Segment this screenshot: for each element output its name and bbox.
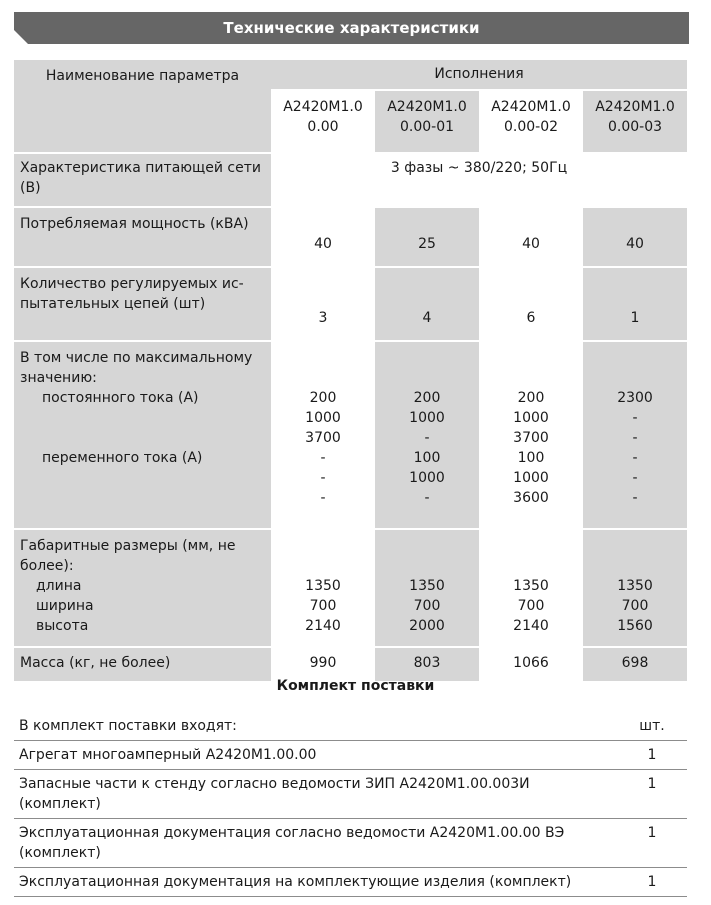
current-value: 100 <box>413 450 441 466</box>
mass-row <box>14 647 687 681</box>
power-value: 40 <box>271 207 375 267</box>
power-value: 40 <box>479 207 583 267</box>
version-suffix: 0.00-03 <box>607 118 663 135</box>
circuits-value: 1 <box>583 267 687 341</box>
circuits-value: 3 <box>271 267 375 341</box>
spec-table <box>14 60 687 681</box>
ac-current-label: переменного тока (А) <box>42 450 203 466</box>
dimensions-label-line: более): <box>20 558 74 574</box>
current-value: 1000 <box>513 410 549 426</box>
max-current-values <box>271 341 375 529</box>
current-value: - <box>632 450 638 466</box>
dimension-values <box>375 529 479 647</box>
dc-current-label: постоянного тока (А) <box>42 390 199 406</box>
dimension-values <box>271 529 375 647</box>
current-value: - <box>632 470 638 486</box>
max-current-label <box>14 341 271 529</box>
kit-item-name <box>14 819 617 867</box>
kit-item <box>14 741 687 770</box>
current-value: 1000 <box>513 470 549 486</box>
kit-list <box>14 712 687 897</box>
kit-item <box>14 770 687 819</box>
version-code: А2420М1.0 <box>283 98 363 115</box>
kit-item-name <box>14 868 617 896</box>
dimensions-label <box>14 529 271 647</box>
dimensions-label-line: Габаритные размеры (мм, не <box>20 538 236 554</box>
current-value: 2300 <box>617 390 653 406</box>
kit-item-line: Эксплуатационная документация согласно ведомости А2420М1.00.00 ВЭ <box>19 825 565 841</box>
dimension-value: 700 <box>621 598 649 614</box>
current-value: - <box>632 490 638 506</box>
max-current-values <box>375 341 479 529</box>
version-code: А2420М1.0 <box>595 98 675 115</box>
supply-value: 3 фазы ~ 380/220; 50Гц <box>271 153 687 207</box>
current-value: 3700 <box>513 430 549 446</box>
kit-item-line: Эксплуатационная документация на комплектующие изделия (комплект) <box>19 874 572 890</box>
current-value: 200 <box>413 390 441 406</box>
max-current-label-line: В том числе по максимальному <box>20 350 253 366</box>
kit-item <box>14 868 687 897</box>
mass-value: 1066 <box>479 647 583 681</box>
dimension-value: 2140 <box>305 618 341 634</box>
circuits-value: 4 <box>375 267 479 341</box>
kit-header-row <box>14 712 687 741</box>
dimension-value: 1350 <box>305 578 341 594</box>
version-suffix: 0.00-01 <box>399 118 455 135</box>
version-cell <box>271 90 375 153</box>
current-value: - <box>320 470 326 486</box>
kit-item-name <box>14 741 617 769</box>
power-value: 40 <box>583 207 687 267</box>
current-value: 3700 <box>305 430 341 446</box>
dimension-value: 2140 <box>513 618 549 634</box>
current-value: 1000 <box>409 410 445 426</box>
max-current-values <box>479 341 583 529</box>
kit-item-name <box>14 770 617 818</box>
version-suffix: 0.00-02 <box>503 118 559 135</box>
kit-item <box>14 819 687 868</box>
current-value: 1000 <box>305 410 341 426</box>
version-code: А2420М1.0 <box>387 98 467 115</box>
current-value: 1000 <box>409 470 445 486</box>
current-value: - <box>632 410 638 426</box>
version-suffix: 0.00 <box>307 118 339 135</box>
dimension-value: 1350 <box>513 578 549 594</box>
dimensions-row <box>14 529 687 647</box>
dimension-values <box>583 529 687 647</box>
power-row <box>14 207 687 267</box>
current-value: 100 <box>517 450 545 466</box>
banner-title: Технические характеристики <box>223 19 480 37</box>
length-label: длина <box>36 578 82 594</box>
supply-label: Характеристика питающей сети (В) <box>14 153 271 207</box>
current-value: - <box>424 490 430 506</box>
kit-item-qty: 1 <box>647 747 657 763</box>
version-cell <box>375 90 479 153</box>
max-current-label-line: значению: <box>20 370 97 386</box>
kit-item-qty: 1 <box>647 825 657 841</box>
circuits-label-line: Количество регулируемых ис- <box>20 276 244 292</box>
width-label: ширина <box>36 598 94 614</box>
kit-header-label: В комплект поставки входят: <box>19 718 237 734</box>
current-value: 200 <box>309 390 337 406</box>
mass-value: 990 <box>271 647 375 681</box>
kit-item-qty: 1 <box>647 874 657 890</box>
height-label: высота <box>36 618 89 634</box>
mass-value: 803 <box>375 647 479 681</box>
kit-title: Комплект поставки <box>276 678 435 694</box>
mass-label: Масса (кг, не более) <box>14 647 271 681</box>
versions-header: Исполнения <box>271 60 687 90</box>
version-cell <box>479 90 583 153</box>
dimension-value: 700 <box>413 598 441 614</box>
dimension-value: 1560 <box>617 618 653 634</box>
dimension-value: 1350 <box>617 578 653 594</box>
current-value: 3600 <box>513 490 549 506</box>
current-value: - <box>320 450 326 466</box>
section-banner <box>14 12 689 44</box>
kit-header-qty: шт. <box>639 718 665 734</box>
kit-item-line: (комплект) <box>19 796 101 812</box>
dimension-value: 1350 <box>409 578 445 594</box>
power-value: 25 <box>375 207 479 267</box>
kit-item-line: (комплект) <box>19 845 101 861</box>
supply-row <box>14 153 687 207</box>
current-value: 200 <box>517 390 545 406</box>
version-code: А2420М1.0 <box>491 98 571 115</box>
dimension-value: 700 <box>517 598 545 614</box>
param-header: Наименование параметра <box>14 60 271 153</box>
current-value: - <box>320 490 326 506</box>
current-value: - <box>424 430 430 446</box>
dimension-value: 700 <box>309 598 337 614</box>
version-cell <box>583 90 687 153</box>
kit-item-line: Агрегат многоамперный А2420М1.00.00 <box>19 747 317 763</box>
spec-header-row <box>14 60 687 90</box>
dimension-value: 2000 <box>409 618 445 634</box>
current-value: - <box>632 430 638 446</box>
kit-item-line: Запасные части к стенду согласно ведомости ЗИП А2420М1.00.003И <box>19 776 530 792</box>
circuits-value: 6 <box>479 267 583 341</box>
power-label: Потребляемая мощность (кВА) <box>14 207 271 267</box>
dimension-values <box>479 529 583 647</box>
kit-item-qty: 1 <box>647 776 657 792</box>
circuits-row <box>14 267 687 341</box>
mass-value: 698 <box>583 647 687 681</box>
max-current-row <box>14 341 687 529</box>
circuits-label-line: пытательных цепей (шт) <box>20 296 206 312</box>
circuits-label <box>14 267 271 341</box>
max-current-values <box>583 341 687 529</box>
